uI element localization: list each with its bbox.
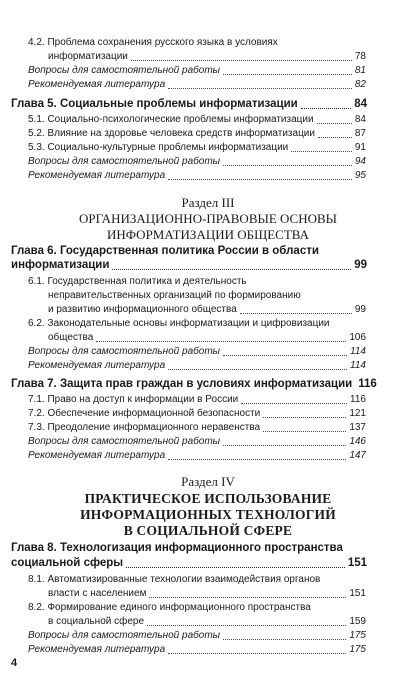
- toc-chapter: информатизации 99: [11, 259, 367, 271]
- toc-entry: Вопросы для самостоятельной работы 146: [28, 436, 366, 447]
- toc-chapter: Глава 7. Защита прав граждан в условиях информатизации 116: [11, 378, 377, 390]
- section-title: ИНФОРМАЦИОННЫХ ТЕХНОЛОГИЙ: [80, 507, 336, 522]
- toc-entry: Рекомендуемая литература 114: [28, 360, 366, 371]
- toc-entry: 8.2. Формирование единого информационного пространства: [28, 602, 311, 613]
- toc-entry: в социальной сфере 159: [48, 616, 366, 627]
- toc-chapter: социальной сферы 151: [11, 557, 367, 569]
- toc-entry: информатизации 78: [48, 51, 366, 62]
- section-label: Раздел IV: [181, 474, 235, 489]
- toc-entry: Вопросы для самостоятельной работы 81: [28, 65, 366, 76]
- section-title: ИНФОРМАТИЗАЦИИ ОБЩЕСТВА: [106, 227, 310, 242]
- toc-entry: 4.2. Проблема сохранения русского языка в условиях: [28, 37, 278, 48]
- toc-entry: Рекомендуемая литература 82: [28, 79, 366, 90]
- toc-entry: неправительственных организаций по формированию: [48, 290, 301, 301]
- toc-entry: Вопросы для самостоятельной работы 175: [28, 630, 366, 641]
- section-title: В СОЦИАЛЬНОЙ СФЕРЕ: [123, 523, 293, 538]
- section-title: ОРГАНИЗАЦИОННО-ПРАВОВЫЕ ОСНОВЫ: [78, 211, 338, 226]
- toc-entry: 8.1. Автоматизированные технологии взаимодействия органов: [28, 574, 321, 585]
- toc-entry: 6.1. Государственная политика и деятельность: [28, 276, 247, 287]
- toc-entry: 5.1. Социально-психологические проблемы информатизации 84: [28, 114, 366, 125]
- toc-entry: Вопросы для самостоятельной работы 94: [28, 156, 366, 167]
- toc-entry: Рекомендуемая литература 147: [28, 450, 366, 461]
- toc-entry: 7.1. Право на доступ к информации в России 116: [28, 394, 366, 405]
- toc-entry: общества 106: [48, 332, 366, 343]
- toc-entry: Рекомендуемая литература 175: [28, 644, 366, 655]
- toc-entry: Рекомендуемая литература 95: [28, 170, 366, 181]
- toc-entry: 5.2. Влияние на здоровье человека средств информатизации 87: [28, 128, 366, 139]
- toc-chapter: Глава 5. Социальные проблемы информатизации 84: [11, 98, 367, 110]
- toc-entry: и развитию информационного общества 99: [48, 304, 366, 315]
- toc-entry: власти с населением 151: [48, 588, 366, 599]
- toc-entry: 7.3. Преодоление информационного неравенства 137: [28, 422, 366, 433]
- toc-chapter: Глава 6. Государственная политика России в области: [11, 245, 319, 257]
- toc-chapter: Глава 8. Технологизация информационного пространства: [11, 542, 343, 554]
- toc-entry: 5.3. Социально-культурные проблемы информатизации 91: [28, 142, 366, 153]
- toc-entry: 7.2. Обеспечение информационной безопасности 121: [28, 408, 366, 419]
- toc-entry: Вопросы для самостоятельной работы 114: [28, 346, 366, 357]
- section-title: ПРАКТИЧЕСКОЕ ИСПОЛЬЗОВАНИЕ: [84, 491, 332, 506]
- page-number: 4: [11, 657, 18, 669]
- toc-entry: 6.2. Законодательные основы информатизации и цифровизации: [28, 318, 330, 329]
- section-label: Раздел III: [181, 195, 235, 210]
